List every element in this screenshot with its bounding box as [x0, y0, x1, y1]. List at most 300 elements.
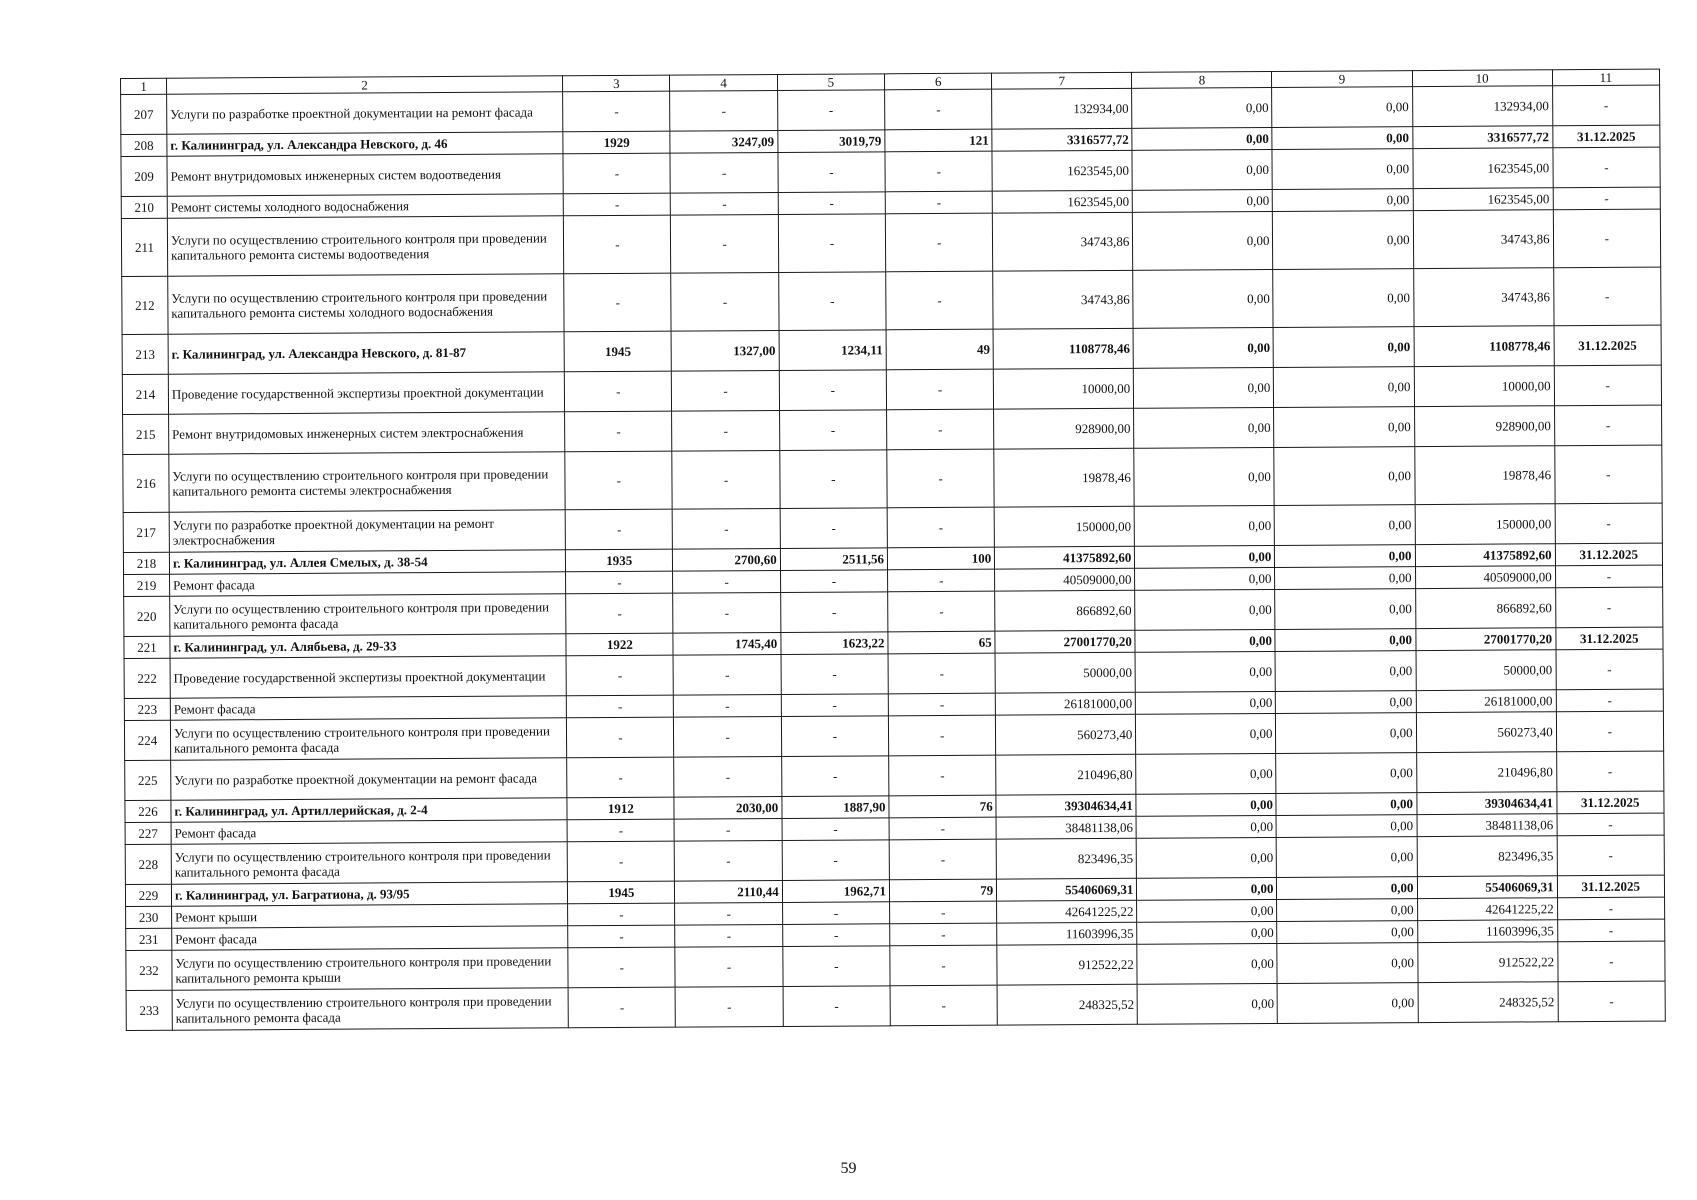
cost-col-10-cell: 560273,40: [1416, 712, 1556, 753]
total-area-cell: -: [674, 654, 782, 695]
cost-col-8-cell: 0,00: [1135, 545, 1275, 568]
cost-col-8-cell: 0,00: [1132, 127, 1272, 150]
repair-schedule-table: [120, 69, 1666, 1031]
total-cost-cell: 823496,35: [996, 838, 1136, 879]
cost-col-10-cell: 10000,00: [1414, 366, 1554, 407]
residents-count-cell: -: [885, 89, 993, 130]
cost-col-10-cell: 132934,00: [1412, 86, 1552, 127]
work-item-row: [126, 981, 1665, 1030]
cost-col-8-cell: 0,00: [1135, 629, 1275, 652]
row-description-cell: Услуги по осуществлению строительного контроля при проведении капитального ремонта системы электроснабжения: [169, 452, 566, 512]
row-number-cell: 218: [123, 552, 169, 574]
total-cost-cell: 42641225,22: [997, 900, 1137, 923]
total-cost-cell: 34743,86: [993, 212, 1133, 271]
completion-date-cell: -: [1555, 503, 1663, 544]
cost-col-8-cell: 0,00: [1134, 505, 1274, 546]
row-description-cell: Ремонт фасада: [171, 820, 567, 844]
row-number-cell: 208: [121, 134, 167, 156]
build-year-cell: 1922: [566, 633, 673, 656]
residents-count-cell: 76: [889, 795, 996, 818]
build-year-cell: -: [566, 571, 673, 594]
row-description-cell: Ремонт фасада: [172, 926, 568, 950]
cost-col-9-cell: 0,00: [1273, 327, 1413, 368]
row-description-cell: г. Калининград, ул. Алябьева, д. 29-33: [170, 634, 566, 658]
build-year-cell: -: [568, 987, 676, 1028]
living-area-cell: -: [780, 450, 888, 509]
completion-date-cell: -: [1556, 649, 1664, 690]
completion-date-cell: 31.12.2025: [1557, 875, 1664, 898]
build-year-cell: -: [563, 193, 670, 216]
living-area-cell: 1234,11: [779, 330, 887, 371]
living-area-cell: -: [777, 90, 885, 131]
build-year-cell: -: [568, 925, 675, 948]
total-area-cell: -: [671, 214, 779, 273]
build-year-cell: -: [568, 947, 676, 988]
row-description-cell: Услуги по осуществлению строительного контроля при проведении капитального ремонта фасада: [171, 842, 567, 884]
total-area-cell: -: [675, 902, 782, 925]
cost-col-9-cell: 0,00: [1276, 793, 1416, 816]
work-item-row: [121, 209, 1660, 276]
row-number-cell: 228: [125, 844, 171, 884]
residents-count-cell: -: [887, 449, 995, 508]
total-area-cell: -: [673, 570, 780, 593]
total-area-cell: 3247,09: [670, 130, 777, 153]
row-description-cell: г. Калининград, ул. Багратиона, д. 93/95: [171, 882, 567, 906]
living-area-cell: -: [783, 946, 891, 987]
total-cost-cell: 248325,52: [997, 984, 1137, 1025]
total-area-cell: -: [675, 818, 782, 841]
cost-col-10-cell: 3316577,72: [1412, 126, 1552, 149]
build-year-cell: -: [565, 411, 673, 452]
total-cost-cell: 1623545,00: [992, 190, 1132, 213]
living-area-cell: -: [778, 192, 885, 215]
build-year-cell: 1929: [563, 131, 670, 154]
row-number-cell: 217: [123, 512, 169, 552]
total-area-cell: -: [673, 508, 781, 549]
living-area-cell: -: [778, 214, 886, 273]
total-cost-cell: 132934,00: [992, 88, 1132, 129]
row-description-cell: Услуги по осуществлению строительного контроля при проведении капитального ремонта фасада: [170, 594, 566, 636]
row-number-cell: 213: [122, 334, 168, 374]
residents-count-cell: 49: [886, 329, 994, 370]
cost-col-9-cell: 0,00: [1275, 589, 1415, 630]
cost-col-10-cell: 1623545,00: [1413, 148, 1553, 189]
total-area-cell: 2110,44: [675, 880, 782, 903]
build-year-cell: -: [566, 695, 673, 718]
row-number-cell: 230: [126, 906, 172, 928]
row-description-cell: Проведение государственной экспертизы проектной документации: [168, 372, 564, 414]
row-description-cell: Ремонт внутридомовых инженерных систем электроснабжения: [169, 412, 565, 454]
residents-count-cell: -: [890, 985, 998, 1026]
cost-col-10-cell: 19878,46: [1414, 446, 1554, 505]
cost-col-10-cell: 50000,00: [1416, 650, 1556, 691]
cost-col-9-cell: 0,00: [1274, 407, 1414, 448]
total-cost-cell: 210496,80: [996, 754, 1136, 795]
cost-col-8-cell: 0,00: [1133, 269, 1273, 328]
living-area-cell: -: [780, 570, 887, 593]
build-year-cell: -: [566, 593, 674, 634]
completion-date-cell: -: [1558, 981, 1666, 1022]
row-description-cell: Проведение государственной экспертизы проектной документации: [170, 656, 566, 698]
living-area-cell: -: [780, 592, 888, 633]
cost-col-10-cell: 38481138,06: [1417, 814, 1557, 837]
cost-col-9-cell: 0,00: [1277, 877, 1417, 900]
living-area-cell: 1887,90: [782, 796, 889, 819]
cost-col-9-cell: 0,00: [1273, 189, 1413, 212]
cost-col-8-cell: 0,00: [1136, 753, 1276, 794]
residents-count-cell: 65: [888, 631, 995, 654]
cost-col-8-cell: 0,00: [1133, 327, 1273, 368]
residents-count-cell: -: [886, 369, 994, 410]
living-area-cell: -: [781, 654, 889, 695]
total-area-cell: 2700,60: [673, 548, 780, 571]
residents-count-cell: -: [885, 213, 993, 272]
total-cost-cell: 3316577,72: [992, 128, 1132, 151]
cost-col-9-cell: 0,00: [1277, 943, 1417, 984]
living-area-cell: -: [782, 840, 890, 881]
row-number-cell: 214: [122, 374, 168, 414]
living-area-cell: -: [781, 716, 889, 757]
cost-col-8-cell: 0,00: [1134, 407, 1274, 448]
column-header: 11: [1552, 69, 1659, 86]
build-year-cell: -: [567, 717, 675, 758]
build-year-cell: 1912: [567, 797, 674, 820]
total-area-cell: -: [671, 272, 779, 331]
cost-col-9-cell: 0,00: [1276, 815, 1416, 838]
cost-col-10-cell: 1623545,00: [1413, 188, 1553, 211]
residents-count-cell: -: [888, 569, 995, 592]
residents-count-cell: -: [886, 271, 994, 330]
total-area-cell: -: [672, 450, 780, 509]
cost-col-9-cell: 0,00: [1277, 837, 1417, 878]
completion-date-cell: 31.12.2025: [1554, 325, 1662, 366]
cost-col-10-cell: 248325,52: [1418, 982, 1558, 1023]
total-cost-cell: 27001770,20: [995, 630, 1135, 653]
total-area-cell: -: [670, 152, 778, 193]
work-item-row: [123, 445, 1662, 512]
cost-col-10-cell: 41375892,60: [1415, 544, 1555, 567]
column-header: 6: [884, 73, 991, 90]
row-description-cell: Ремонт системы холодного водоснабжения: [167, 194, 563, 218]
cost-col-9-cell: 0,00: [1272, 127, 1412, 150]
document-sheet: [120, 69, 1666, 1135]
total-area-cell: -: [674, 756, 782, 797]
row-description-cell: Услуги по разработке проектной документации на ремонт фасада: [171, 758, 567, 800]
row-description-cell: Услуги по разработке проектной документации на ремонт фасада: [167, 92, 563, 134]
living-area-cell: 3019,79: [778, 130, 885, 153]
cost-col-9-cell: 0,00: [1272, 149, 1412, 190]
cost-col-8-cell: 0,00: [1132, 149, 1272, 190]
row-number-cell: 209: [121, 156, 167, 196]
completion-date-cell: 31.12.2025: [1555, 543, 1662, 566]
build-year-cell: 1945: [568, 881, 675, 904]
row-number-cell: 224: [124, 720, 170, 760]
cost-col-9-cell: 0,00: [1273, 269, 1413, 328]
row-number-cell: 222: [124, 658, 170, 698]
table-body: [121, 85, 1666, 1030]
row-number-cell: 225: [125, 760, 171, 800]
living-area-cell: -: [780, 508, 888, 549]
total-area-cell: 2030,00: [674, 796, 781, 819]
completion-date-cell: -: [1556, 751, 1664, 792]
cost-col-8-cell: 0,00: [1133, 211, 1273, 270]
completion-date-cell: -: [1557, 897, 1664, 920]
residents-count-cell: 100: [887, 547, 994, 570]
build-year-cell: -: [566, 655, 674, 696]
cost-col-8-cell: 0,00: [1134, 447, 1274, 506]
cost-col-10-cell: 150000,00: [1415, 504, 1555, 545]
cost-col-10-cell: 39304634,41: [1416, 792, 1556, 815]
completion-date-cell: -: [1554, 405, 1662, 446]
living-area-cell: -: [779, 370, 887, 411]
build-year-cell: -: [567, 841, 675, 882]
row-number-cell: 221: [124, 636, 170, 658]
build-year-cell: -: [565, 371, 673, 412]
row-number-cell: 227: [125, 822, 171, 844]
cost-col-9-cell: 0,00: [1275, 505, 1415, 546]
cost-col-10-cell: 210496,80: [1416, 752, 1556, 793]
cost-col-9-cell: 0,00: [1272, 87, 1412, 128]
living-area-cell: -: [783, 986, 891, 1027]
completion-date-cell: -: [1553, 187, 1660, 210]
cost-col-10-cell: 1108778,46: [1414, 326, 1554, 367]
cost-col-8-cell: 0,00: [1137, 837, 1277, 878]
living-area-cell: -: [782, 818, 889, 841]
cost-col-8-cell: 0,00: [1135, 651, 1275, 692]
row-description-cell: Услуги по осуществлению строительного контроля при проведении капитального ремонта системы водоотведения: [167, 216, 564, 276]
cost-col-10-cell: 34743,86: [1413, 210, 1553, 269]
build-year-cell: -: [565, 509, 673, 550]
row-number-cell: 211: [121, 218, 167, 276]
row-number-cell: 233: [126, 990, 172, 1030]
cost-col-8-cell: 0,00: [1137, 983, 1277, 1024]
total-cost-cell: 560273,40: [996, 714, 1136, 755]
row-description-cell: Услуги по осуществлению строительного контроля при проведении капитального ремонта фасада: [172, 988, 568, 1030]
cost-col-10-cell: 34743,86: [1413, 268, 1553, 327]
total-area-cell: -: [673, 592, 781, 633]
total-area-cell: -: [674, 716, 782, 757]
completion-date-cell: -: [1553, 209, 1661, 268]
row-number-cell: 210: [121, 196, 167, 218]
build-year-cell: -: [567, 819, 674, 842]
residents-count-cell: -: [889, 839, 997, 880]
cost-col-10-cell: 26181000,00: [1416, 690, 1556, 713]
page-number: 59: [840, 1160, 857, 1177]
column-header: 5: [777, 74, 884, 91]
cost-col-8-cell: 0,00: [1134, 367, 1274, 408]
cost-col-8-cell: 0,00: [1137, 877, 1277, 900]
total-area-cell: -: [672, 370, 780, 411]
residents-count-cell: -: [885, 151, 993, 192]
residents-count-cell: -: [889, 755, 997, 796]
total-cost-cell: 1108778,46: [993, 328, 1133, 369]
completion-date-cell: 31.12.2025: [1556, 627, 1663, 650]
completion-date-cell: -: [1557, 919, 1664, 942]
build-year-cell: -: [564, 215, 672, 274]
row-description-cell: Услуги по осуществлению строительного контроля при проведении капитального ремонта крыши: [172, 948, 568, 990]
build-year-cell: -: [563, 91, 671, 132]
total-cost-cell: 40509000,00: [995, 568, 1135, 591]
cost-col-8-cell: 0,00: [1132, 87, 1272, 128]
total-cost-cell: 34743,86: [993, 270, 1133, 329]
completion-date-cell: -: [1557, 835, 1665, 876]
total-cost-cell: 866892,60: [995, 590, 1135, 631]
residents-count-cell: -: [885, 191, 992, 214]
cost-col-10-cell: 928900,00: [1414, 406, 1554, 447]
completion-date-cell: -: [1555, 565, 1662, 588]
cost-col-10-cell: 912522,22: [1417, 942, 1557, 983]
cost-col-8-cell: 0,00: [1133, 189, 1273, 212]
living-area-cell: -: [778, 152, 886, 193]
cost-col-9-cell: 0,00: [1275, 651, 1415, 692]
total-cost-cell: 928900,00: [994, 408, 1134, 449]
total-cost-cell: 55406069,31: [997, 878, 1137, 901]
cost-col-10-cell: 823496,35: [1417, 836, 1557, 877]
completion-date-cell: 31.12.2025: [1557, 791, 1664, 814]
completion-date-cell: -: [1552, 85, 1660, 126]
row-number-cell: 231: [126, 928, 172, 950]
total-area-cell: 1327,00: [672, 330, 780, 371]
cost-col-9-cell: 0,00: [1278, 983, 1418, 1024]
completion-date-cell: -: [1553, 267, 1661, 326]
total-area-cell: -: [675, 946, 783, 987]
living-area-cell: -: [781, 756, 889, 797]
total-area-cell: 1745,40: [673, 632, 780, 655]
completion-date-cell: -: [1554, 445, 1662, 504]
living-area-cell: -: [778, 272, 886, 331]
row-description-cell: Ремонт внутридомовых инженерных систем водоотведения: [167, 154, 563, 196]
cost-col-10-cell: 55406069,31: [1417, 876, 1557, 899]
cost-col-8-cell: 0,00: [1137, 899, 1277, 922]
row-description-cell: Услуги по разработке проектной документации на ремонт электроснабжения: [169, 510, 565, 552]
row-number-cell: 220: [124, 596, 170, 636]
total-area-cell: -: [675, 924, 782, 947]
cost-col-9-cell: 0,00: [1276, 753, 1416, 794]
row-description-cell: г. Калининград, ул. Аллея Смелых, д. 38-54: [169, 550, 565, 574]
column-header: 8: [1132, 71, 1272, 88]
row-number-cell: 212: [122, 276, 168, 334]
row-description-cell: Услуги по осуществлению строительного контроля при проведении капитального ремонта системы холодного водоснабжения: [168, 274, 565, 334]
cost-col-8-cell: 0,00: [1137, 921, 1277, 944]
row-number-cell: 207: [121, 94, 167, 134]
row-description-cell: г. Калининград, ул. Артиллерийская, д. 2-4: [171, 798, 567, 822]
row-description-cell: Ремонт фасада: [170, 696, 566, 720]
living-area-cell: 2511,56: [780, 548, 887, 571]
total-cost-cell: 11603996,35: [997, 922, 1137, 945]
cost-col-10-cell: 866892,60: [1415, 588, 1555, 629]
row-description-cell: Ремонт фасада: [170, 572, 566, 596]
living-area-cell: 1623,22: [781, 632, 888, 655]
total-area-cell: -: [674, 694, 781, 717]
column-header: 4: [670, 74, 777, 91]
living-area-cell: 1962,71: [782, 880, 889, 903]
total-area-cell: -: [671, 192, 778, 215]
row-number-cell: 216: [123, 454, 169, 512]
completion-date-cell: -: [1557, 941, 1665, 982]
total-area-cell: -: [675, 840, 783, 881]
total-cost-cell: 39304634,41: [996, 794, 1136, 817]
cost-col-9-cell: 0,00: [1276, 691, 1416, 714]
row-number-cell: 215: [123, 414, 169, 454]
work-item-row: [122, 267, 1661, 334]
cost-col-9-cell: 0,00: [1275, 545, 1415, 568]
row-description-cell: Услуги по осуществлению строительного контроля при проведении капитального ремонта фасада: [170, 718, 566, 760]
cost-col-9-cell: 0,00: [1273, 211, 1413, 270]
cost-col-9-cell: 0,00: [1274, 367, 1414, 408]
build-year-cell: -: [563, 153, 671, 194]
row-number-cell: 229: [125, 884, 171, 906]
residents-count-cell: 121: [885, 129, 992, 152]
build-year-cell: -: [564, 273, 672, 332]
living-area-cell: -: [779, 410, 887, 451]
living-area-cell: -: [781, 694, 888, 717]
cost-col-8-cell: 0,00: [1136, 793, 1276, 816]
row-number-cell: 219: [124, 574, 170, 596]
build-year-cell: 1935: [566, 549, 673, 572]
total-cost-cell: 150000,00: [994, 506, 1134, 547]
completion-date-cell: 31.12.2025: [1552, 125, 1659, 148]
cost-col-10-cell: 11603996,35: [1417, 920, 1557, 943]
total-cost-cell: 1623545,00: [992, 150, 1132, 191]
living-area-cell: -: [782, 924, 889, 947]
total-cost-cell: 10000,00: [994, 368, 1134, 409]
cost-col-9-cell: 0,00: [1277, 899, 1417, 922]
cost-col-8-cell: 0,00: [1135, 589, 1275, 630]
cost-col-10-cell: 40509000,00: [1415, 566, 1555, 589]
build-year-cell: 1945: [564, 331, 672, 372]
residents-count-cell: -: [888, 653, 996, 694]
residents-count-cell: -: [887, 409, 995, 450]
residents-count-cell: -: [890, 923, 997, 946]
completion-date-cell: -: [1557, 813, 1664, 836]
total-cost-cell: 26181000,00: [996, 692, 1136, 715]
row-number-cell: 232: [126, 950, 172, 990]
column-header: 1: [121, 78, 167, 94]
cost-col-8-cell: 0,00: [1136, 815, 1276, 838]
build-year-cell: -: [565, 451, 673, 510]
residents-count-cell: -: [888, 591, 996, 632]
cost-col-8-cell: 0,00: [1136, 691, 1276, 714]
completion-date-cell: -: [1553, 147, 1661, 188]
cost-col-10-cell: 27001770,20: [1415, 628, 1555, 651]
residents-count-cell: -: [890, 945, 998, 986]
residents-count-cell: -: [888, 715, 996, 756]
total-cost-cell: 50000,00: [995, 652, 1135, 693]
row-number-cell: 226: [125, 800, 171, 822]
column-header: 2: [166, 76, 562, 94]
column-header: 9: [1272, 71, 1412, 88]
column-header: 3: [563, 75, 670, 92]
cost-col-8-cell: 0,00: [1136, 713, 1276, 754]
cost-col-9-cell: 0,00: [1275, 567, 1415, 590]
row-description-cell: г. Калининград, ул. Александра Невского, д. 46: [167, 132, 563, 156]
cost-col-9-cell: 0,00: [1276, 713, 1416, 754]
total-cost-cell: 912522,22: [997, 944, 1137, 985]
completion-date-cell: -: [1555, 587, 1663, 628]
cost-col-8-cell: 0,00: [1137, 943, 1277, 984]
total-area-cell: -: [676, 986, 784, 1027]
column-header: 10: [1412, 70, 1552, 87]
cost-col-9-cell: 0,00: [1274, 447, 1414, 506]
row-number-cell: 223: [124, 698, 170, 720]
completion-date-cell: -: [1556, 711, 1664, 752]
residents-count-cell: 79: [889, 879, 996, 902]
total-area-cell: -: [672, 410, 780, 451]
cost-col-9-cell: 0,00: [1275, 629, 1415, 652]
living-area-cell: -: [782, 902, 889, 925]
row-description-cell: Ремонт крыши: [172, 904, 568, 928]
build-year-cell: -: [567, 757, 675, 798]
